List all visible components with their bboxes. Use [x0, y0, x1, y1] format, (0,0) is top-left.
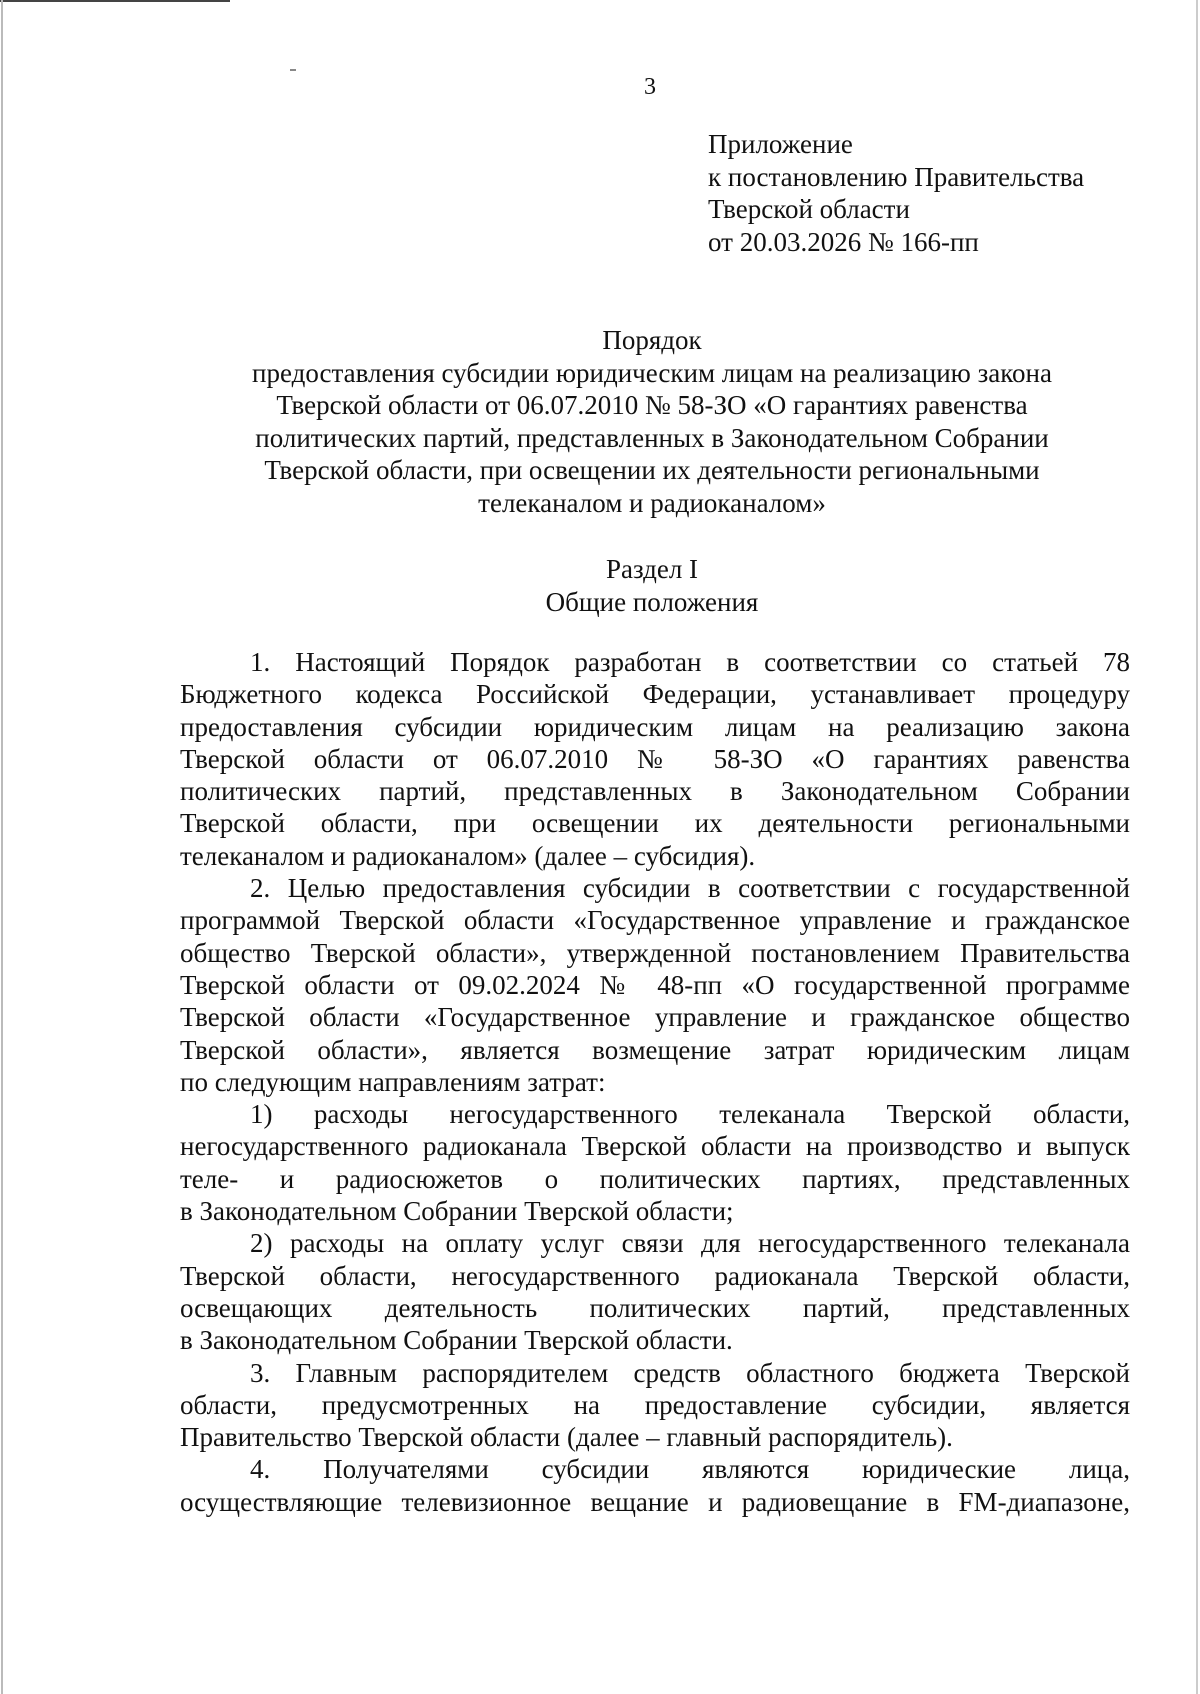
- section-number: Раздел I: [605, 554, 699, 584]
- body-line: 1. Настоящий Порядок разработан в соответствии со статьей 78: [250, 647, 1130, 677]
- body-line: 3. Главным распорядителем средств областного бюджета Тверской: [250, 1357, 1130, 1388]
- title-heading: Порядок: [602, 325, 702, 355]
- body-line: негосударственного радиоканала Тверской области на производство и выпуск: [180, 1131, 1130, 1162]
- body-line: 2. Целью предоставления субсидии в соответствии с государственной: [250, 873, 1130, 904]
- appendix-line: к постановлению Правительства: [708, 161, 1085, 192]
- appendix-line: Тверской области: [708, 194, 910, 224]
- body-line: Тверской области от 06.07.2010 № 58-ЗО «О гарантиях равенства: [180, 743, 1130, 774]
- body-line: 2) расходы на оплату услуг связи для негосударственного телеканала: [250, 1228, 1130, 1259]
- appendix-block: [708, 128, 1168, 258]
- body-line: Правительство Тверской области (далее – главный распорядитель).: [180, 1422, 953, 1453]
- body-line: освещающих деятельность политических партий, представленных: [180, 1292, 1130, 1323]
- body-line: области, предусмотренных на предоставление субсидии, является: [180, 1389, 1130, 1420]
- body-line: 4. Получателями субсидии являются юридические лица,: [250, 1454, 1130, 1485]
- body-line: Тверской области, при освещении их деятельности региональными: [180, 808, 1130, 839]
- body-line: теле- и радиосюжетов о политических партиях, представленных: [180, 1163, 1130, 1194]
- appendix-line: Приложение: [708, 129, 853, 159]
- appendix-date-number: от 20.03.2026 № 166-пп: [708, 226, 979, 257]
- section-heading: [180, 553, 1124, 618]
- body-line: Тверской области «Государственное управление и гражданское общество: [180, 1002, 1130, 1033]
- body-line: Тверской области, негосударственного радиоканала Тверской области,: [180, 1260, 1130, 1291]
- title-line: политических партий, представленных в Законодательном Собрании: [255, 422, 1049, 453]
- body-line: в Законодательном Собрании Тверской области.: [180, 1325, 733, 1356]
- title-line: телеканалом и радиоканалом»: [478, 487, 826, 518]
- body-line: Бюджетного кодекса Российской Федерации, устанавливает процедуру: [180, 679, 1130, 710]
- body-line: предоставления субсидии юридическим лицам на реализацию закона: [180, 711, 1130, 742]
- scan-speck: [290, 69, 296, 71]
- scan-edge-left: [1, 0, 3, 1694]
- scan-edge-right: [1196, 0, 1198, 1694]
- title-line: Тверской области от 06.07.2010 № 58-ЗО «О гарантиях равенства: [276, 390, 1028, 420]
- scan-edge-top: [0, 0, 230, 2]
- title-line: Тверской области, при освещении их деятельности региональными: [264, 455, 1040, 485]
- title-line: предоставления субсидии юридическим лицам на реализацию закона: [252, 357, 1052, 388]
- body-line: политических партий, представленных в Законодательном Собрании: [180, 776, 1130, 807]
- body-line: телеканалом и радиоканалом» (далее – субсидия).: [180, 840, 756, 871]
- body-line: в Законодательном Собрании Тверской области;: [180, 1196, 734, 1227]
- document-body: [180, 646, 1130, 1518]
- document-title: [180, 324, 1124, 519]
- body-line: Тверской области от 09.02.2024 № 48-пп «О государственной программе: [180, 969, 1130, 1000]
- section-name: Общие положения: [545, 586, 759, 617]
- page-number: 3: [644, 74, 656, 100]
- body-line: программой Тверской области «Государственное управление и гражданское: [180, 905, 1130, 936]
- body-line: Тверской области», является возмещение затрат юридическим лицам: [180, 1034, 1130, 1065]
- body-line: по следующим направлениям затрат:: [180, 1066, 606, 1097]
- body-line: общество Тверской области», утвержденной постановлением Правительства: [180, 937, 1130, 968]
- body-line: 1) расходы негосударственного телеканала Тверской области,: [250, 1099, 1130, 1130]
- body-line: осуществляющие телевизионное вещание и радиовещание в FM-диапазоне,: [180, 1486, 1130, 1517]
